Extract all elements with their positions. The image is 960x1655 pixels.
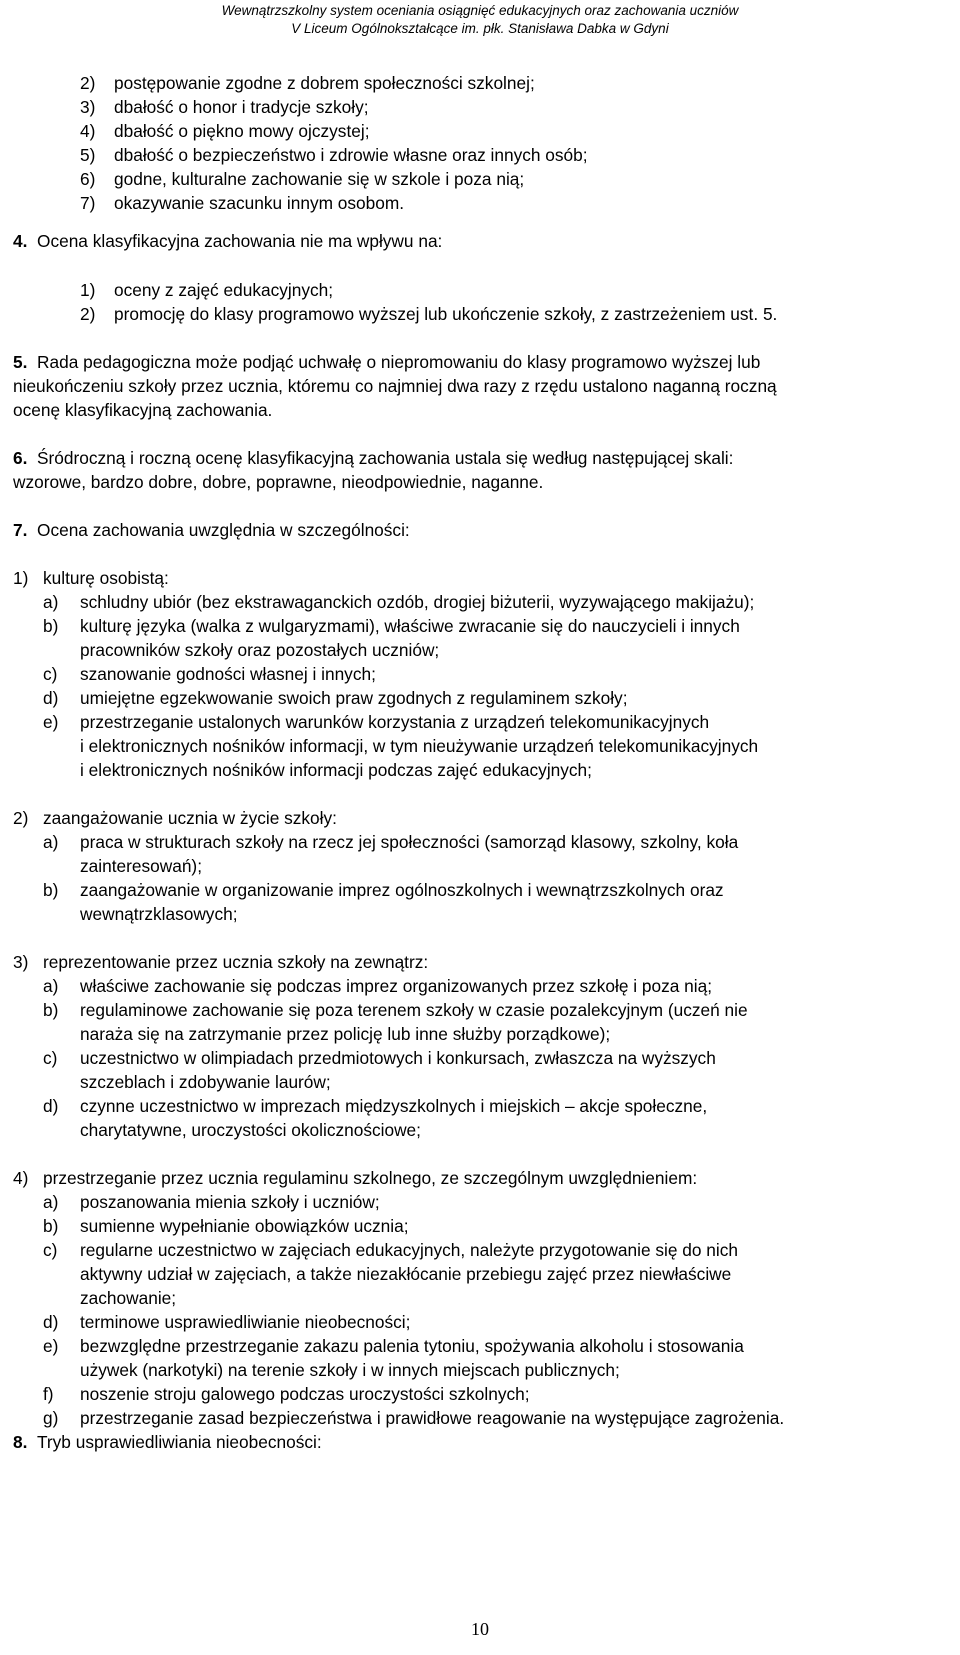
sub-label: a) xyxy=(43,976,59,996)
sub-item-text: przestrzeganie ustalonych warunków korzystania z urządzeń telekomunikacyjnych xyxy=(80,712,710,732)
sub-item-text: zainteresowań); xyxy=(80,856,202,876)
group-heading: kulturę osobistą: xyxy=(43,568,169,588)
section-text: nieukończeniu szkoły przez ucznia, któremu co najmniej dwa razy z rzędu ustalono naganną roczną xyxy=(13,376,777,396)
section-text: Ocena klasyfikacyjna zachowania nie ma wpływu na: xyxy=(37,231,443,251)
sub-item-text: zachowanie; xyxy=(80,1288,177,1308)
sub-item-text: używek (narkotyki) na terenie szkoły i w innych miejscach publicznych; xyxy=(80,1360,620,1380)
sub-label: c) xyxy=(43,1240,58,1260)
list-label: 2) xyxy=(80,304,96,324)
sub-label: e) xyxy=(43,1336,59,1356)
section-text: Ocena zachowania uwzględnia w szczególności: xyxy=(37,520,410,540)
list-item-text: dbałość o honor i tradycje szkoły; xyxy=(114,97,369,117)
section-number: 5. xyxy=(13,352,28,372)
list-label: 4) xyxy=(80,121,96,141)
sub-item-text: szanowanie godności własnej i innych; xyxy=(80,664,376,684)
sub-item-text: kulturę języka (walka z wulgaryzmami), właściwe zwracanie się do nauczycieli i innych xyxy=(80,616,740,636)
sub-label: c) xyxy=(43,664,58,684)
page-header xyxy=(0,2,960,38)
sub-item-text: przestrzeganie zasad bezpieczeństwa i prawidłowe reagowanie na występujące zagrożenia. xyxy=(80,1408,785,1428)
sub-item-text: pracowników szkoły oraz pozostałych uczniów; xyxy=(80,640,440,660)
list-label: 1) xyxy=(13,568,29,588)
sub-label: b) xyxy=(43,1216,59,1236)
list-label: 2) xyxy=(80,73,96,93)
list-item-text: oceny z zajęć edukacyjnych; xyxy=(114,280,334,300)
sub-label: a) xyxy=(43,1192,59,1212)
list-label: 7) xyxy=(80,193,96,213)
sub-label: d) xyxy=(43,1312,59,1332)
sub-item-text: wewnątrzklasowych; xyxy=(80,904,238,924)
list-item-text: dbałość o piękno mowy ojczystej; xyxy=(114,121,370,141)
sub-item-text: i elektronicznych nośników informacji podczas zajęć edukacyjnych; xyxy=(80,760,592,780)
section-number: 4. xyxy=(13,231,28,251)
sub-item-text: szczeblach i zdobywanie laurów; xyxy=(80,1072,331,1092)
list-item-text: okazywanie szacunku innym osobom. xyxy=(114,193,405,213)
sub-label: d) xyxy=(43,688,59,708)
sub-item-text: praca w strukturach szkoły na rzecz jej społeczności (samorząd klasowy, szkolny, koła xyxy=(80,832,739,852)
list-label: 1) xyxy=(80,280,96,300)
sub-item-text: charytatywne, uroczystości okolicznościowe; xyxy=(80,1120,421,1140)
list-item-text: godne, kulturalne zachowanie się w szkole i poza nią; xyxy=(114,169,525,189)
group-heading: reprezentowanie przez ucznia szkoły na zewnątrz: xyxy=(43,952,429,972)
list-item-text: postępowanie zgodne z dobrem społeczności szkolnej; xyxy=(114,73,535,93)
list-label: 5) xyxy=(80,145,96,165)
list-label: 6) xyxy=(80,169,96,189)
list-label: 3) xyxy=(80,97,96,117)
sub-item-text: zaangażowanie w organizowanie imprez ogólnoszkolnych i wewnątrzszkolnych oraz xyxy=(80,880,724,900)
sub-item-text: czynne uczestnictwo w imprezach międzyszkolnych i miejskich – akcje społeczne, xyxy=(80,1096,708,1116)
sub-item-text: sumienne wypełnianie obowiązków ucznia; xyxy=(80,1216,409,1236)
sub-item-text: poszanowania mienia szkoły i uczniów; xyxy=(80,1192,380,1212)
sub-item-text: noszenie stroju galowego podczas uroczystości szkolnych; xyxy=(80,1384,530,1404)
list-label: 4) xyxy=(13,1168,29,1188)
sub-item-text: aktywny udział w zajęciach, a także niezakłócanie przebiegu zajęć przez niewłaściwe xyxy=(80,1264,732,1284)
sub-item-text: regulaminowe zachowanie się poza terenem szkoły w czasie pozalekcyjnym (uczeń nie xyxy=(80,1000,748,1020)
section-text: Rada pedagogiczna może podjąć uchwałę o niepromowaniu do klasy programowo wyższej lub xyxy=(37,352,761,372)
sub-item-text: naraża się na zatrzymanie przez policję lub inne służby porządkowe); xyxy=(80,1024,611,1044)
section-number: 7. xyxy=(13,520,28,540)
section-number: 6. xyxy=(13,448,28,468)
section-text: Śródroczną i roczną ocenę klasyfikacyjną zachowania ustala się według następującej skali: xyxy=(37,448,734,468)
header-line-2: V Liceum Ogólnokształcące im. płk. Stanisława Dabka w Gdyni xyxy=(291,21,669,36)
sub-label: a) xyxy=(43,592,59,612)
list-label: 3) xyxy=(13,952,29,972)
sub-label: f) xyxy=(43,1384,54,1404)
sub-label: e) xyxy=(43,712,59,732)
sub-label: a) xyxy=(43,832,59,852)
section-text: Tryb usprawiedliwiania nieobecności: xyxy=(37,1432,322,1452)
sub-item-text: terminowe usprawiedliwianie nieobecności; xyxy=(80,1312,411,1332)
sub-item-text: uczestnictwo w olimpiadach przedmiotowych i konkursach, zwłaszcza na wyższych xyxy=(80,1048,716,1068)
list-item-text: promocję do klasy programowo wyższej lub ukończenie szkoły, z zastrzeżeniem ust. 5. xyxy=(114,304,778,324)
group-heading: zaangażowanie ucznia w życie szkoły: xyxy=(43,808,337,828)
sub-label: b) xyxy=(43,880,59,900)
section-number: 8. xyxy=(13,1432,28,1452)
sub-label: g) xyxy=(43,1408,59,1428)
sub-item-text: bezwzględne przestrzeganie zakazu palenia tytoniu, spożywania alkoholu i stosowania xyxy=(80,1336,744,1356)
sub-item-text: schludny ubiór (bez ekstrawaganckich ozdób, drogiej biżuterii, wyzywającego makijażu); xyxy=(80,592,755,612)
sub-label: c) xyxy=(43,1048,58,1068)
group-heading: przestrzeganie przez ucznia regulaminu szkolnego, ze szczególnym uwzględnieniem: xyxy=(43,1168,698,1188)
section-text: ocenę klasyfikacyjną zachowania. xyxy=(13,400,273,420)
sub-item-text: regularne uczestnictwo w zajęciach edukacyjnych, należyte przygotowanie się do nich xyxy=(80,1240,739,1260)
section-text: wzorowe, bardzo dobre, dobre, poprawne, nieodpowiednie, naganne. xyxy=(13,472,544,492)
header-line-1: Wewnątrzszkolny system oceniania osiągnięć edukacyjnych oraz zachowania uczniów xyxy=(221,3,739,18)
sub-label: b) xyxy=(43,616,59,636)
list-item-text: dbałość o bezpieczeństwo i zdrowie własne oraz innych osób; xyxy=(114,145,588,165)
list-label: 2) xyxy=(13,808,29,828)
sub-label: b) xyxy=(43,1000,59,1020)
sub-item-text: i elektronicznych nośników informacji, w tym nieużywanie urządzeń telekomunikacyjnych xyxy=(80,736,759,756)
page-number: 10 xyxy=(471,1619,489,1639)
sub-item-text: umiejętne egzekwowanie swoich praw zgodnych z regulaminem szkoły; xyxy=(80,688,628,708)
sub-label: d) xyxy=(43,1096,59,1116)
sub-item-text: właściwe zachowanie się podczas imprez organizowanych przez szkołę i poza nią; xyxy=(80,976,713,996)
